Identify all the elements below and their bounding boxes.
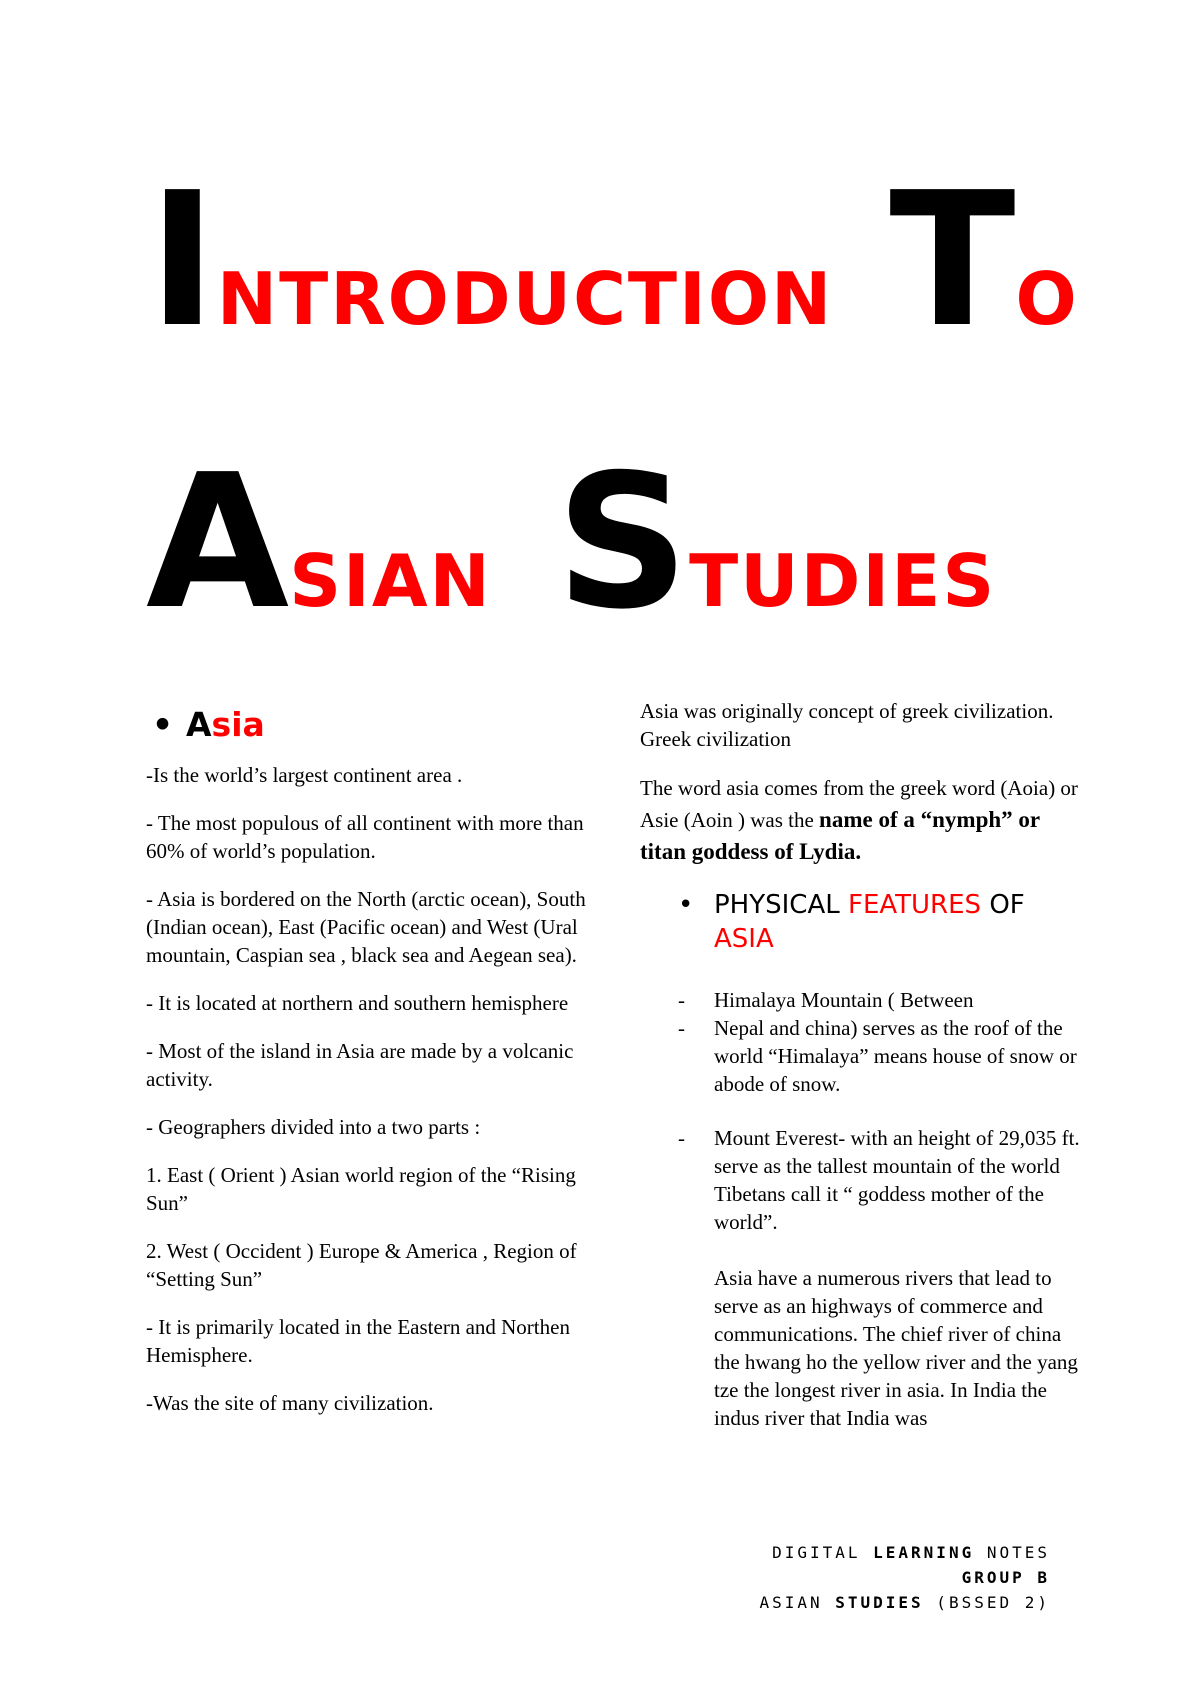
nymph-bold-text: name of a “nymph” or titan goddess of Lydia. [640, 807, 1040, 864]
left-paragraph: - Asia is bordered on the North (arctic ocean), South (Indian ocean), East (Pacific ocean) and West (Ural mountain, Caspian sea , black sea and Aegean sea). [146, 887, 586, 967]
left-paragraph: - It is located at northern and southern hemisphere [146, 991, 569, 1015]
title-initial-i: I [148, 152, 217, 368]
left-paragraph: -Is the world’s largest continent area . [146, 763, 463, 787]
footer-line-1: DIGITAL LEARNING NOTES [772, 1543, 1050, 1562]
intro-paragraph: Asia was originally concept of greek civilization. Greek civilization [640, 699, 1054, 751]
list-item: - Himalaya Mountain ( Between [640, 986, 1080, 1014]
list-item: - Mount Everest- with an height of 29,035 ft. serve as the tallest mountain of the world Tibetans call it “ goddess mother of the world”. [640, 1124, 1080, 1236]
title-initial-s: S [555, 434, 690, 650]
features-list-1 [640, 986, 1080, 1098]
left-column [146, 705, 586, 1437]
title-word-asian: SIAN [289, 539, 492, 623]
left-paragraph: -Was the site of many civilization. [146, 1391, 434, 1415]
physical-features-heading: • PHYSICAL FEATURES OF ASIA [640, 888, 1080, 956]
title-initial-a: A [146, 434, 290, 650]
title-line-2 [146, 434, 997, 650]
title-initial-t: T [889, 152, 1016, 368]
left-paragraph: - Most of the island in Asia are made by a volcanic activity. [146, 1039, 574, 1091]
list-item: - Nepal and china) serves as the roof of the world “Himalaya” means house of snow or abode of snow. [640, 1014, 1080, 1098]
rivers-paragraph: Asia have a numerous rivers that lead to serve as an highways of commerce and communications. The chief river of china the hwang ho the yellow river and the yang tze the longest river in asia. In India the indus river that India was [714, 1266, 1078, 1430]
word-origin-paragraph: The word asia comes from the greek word (Aoia) or Asie (Aoin ) was the name of a “nymph” or titan goddess of Lydia. [640, 776, 1078, 864]
footer-line-3: ASIAN STUDIES (BSSED 2) [759, 1593, 1050, 1612]
left-paragraph: 1. East ( Orient ) Asian world region of the “Rising Sun” [146, 1163, 576, 1215]
title-word-introduction: NTRODUCTION [216, 257, 834, 341]
features-list-2 [640, 1124, 1080, 1236]
left-paragraph: - It is primarily located in the Eastern and Northen Hemisphere. [146, 1315, 570, 1367]
title-word-o: O [1015, 257, 1079, 341]
left-paragraph: - The most populous of all continent with more than 60% of world’s population. [146, 811, 584, 863]
left-paragraph: - Geographers divided into a two parts : [146, 1115, 481, 1139]
left-paragraph: 2. West ( Occident ) Europe & America , Region of “Setting Sun” [146, 1239, 577, 1291]
right-column [640, 699, 1080, 1452]
asia-heading: • Asia [146, 705, 586, 745]
title-word-studies: TUDIES [689, 539, 997, 623]
title-line-1 [148, 152, 1079, 368]
footer-line-2: GROUP B [961, 1568, 1050, 1587]
